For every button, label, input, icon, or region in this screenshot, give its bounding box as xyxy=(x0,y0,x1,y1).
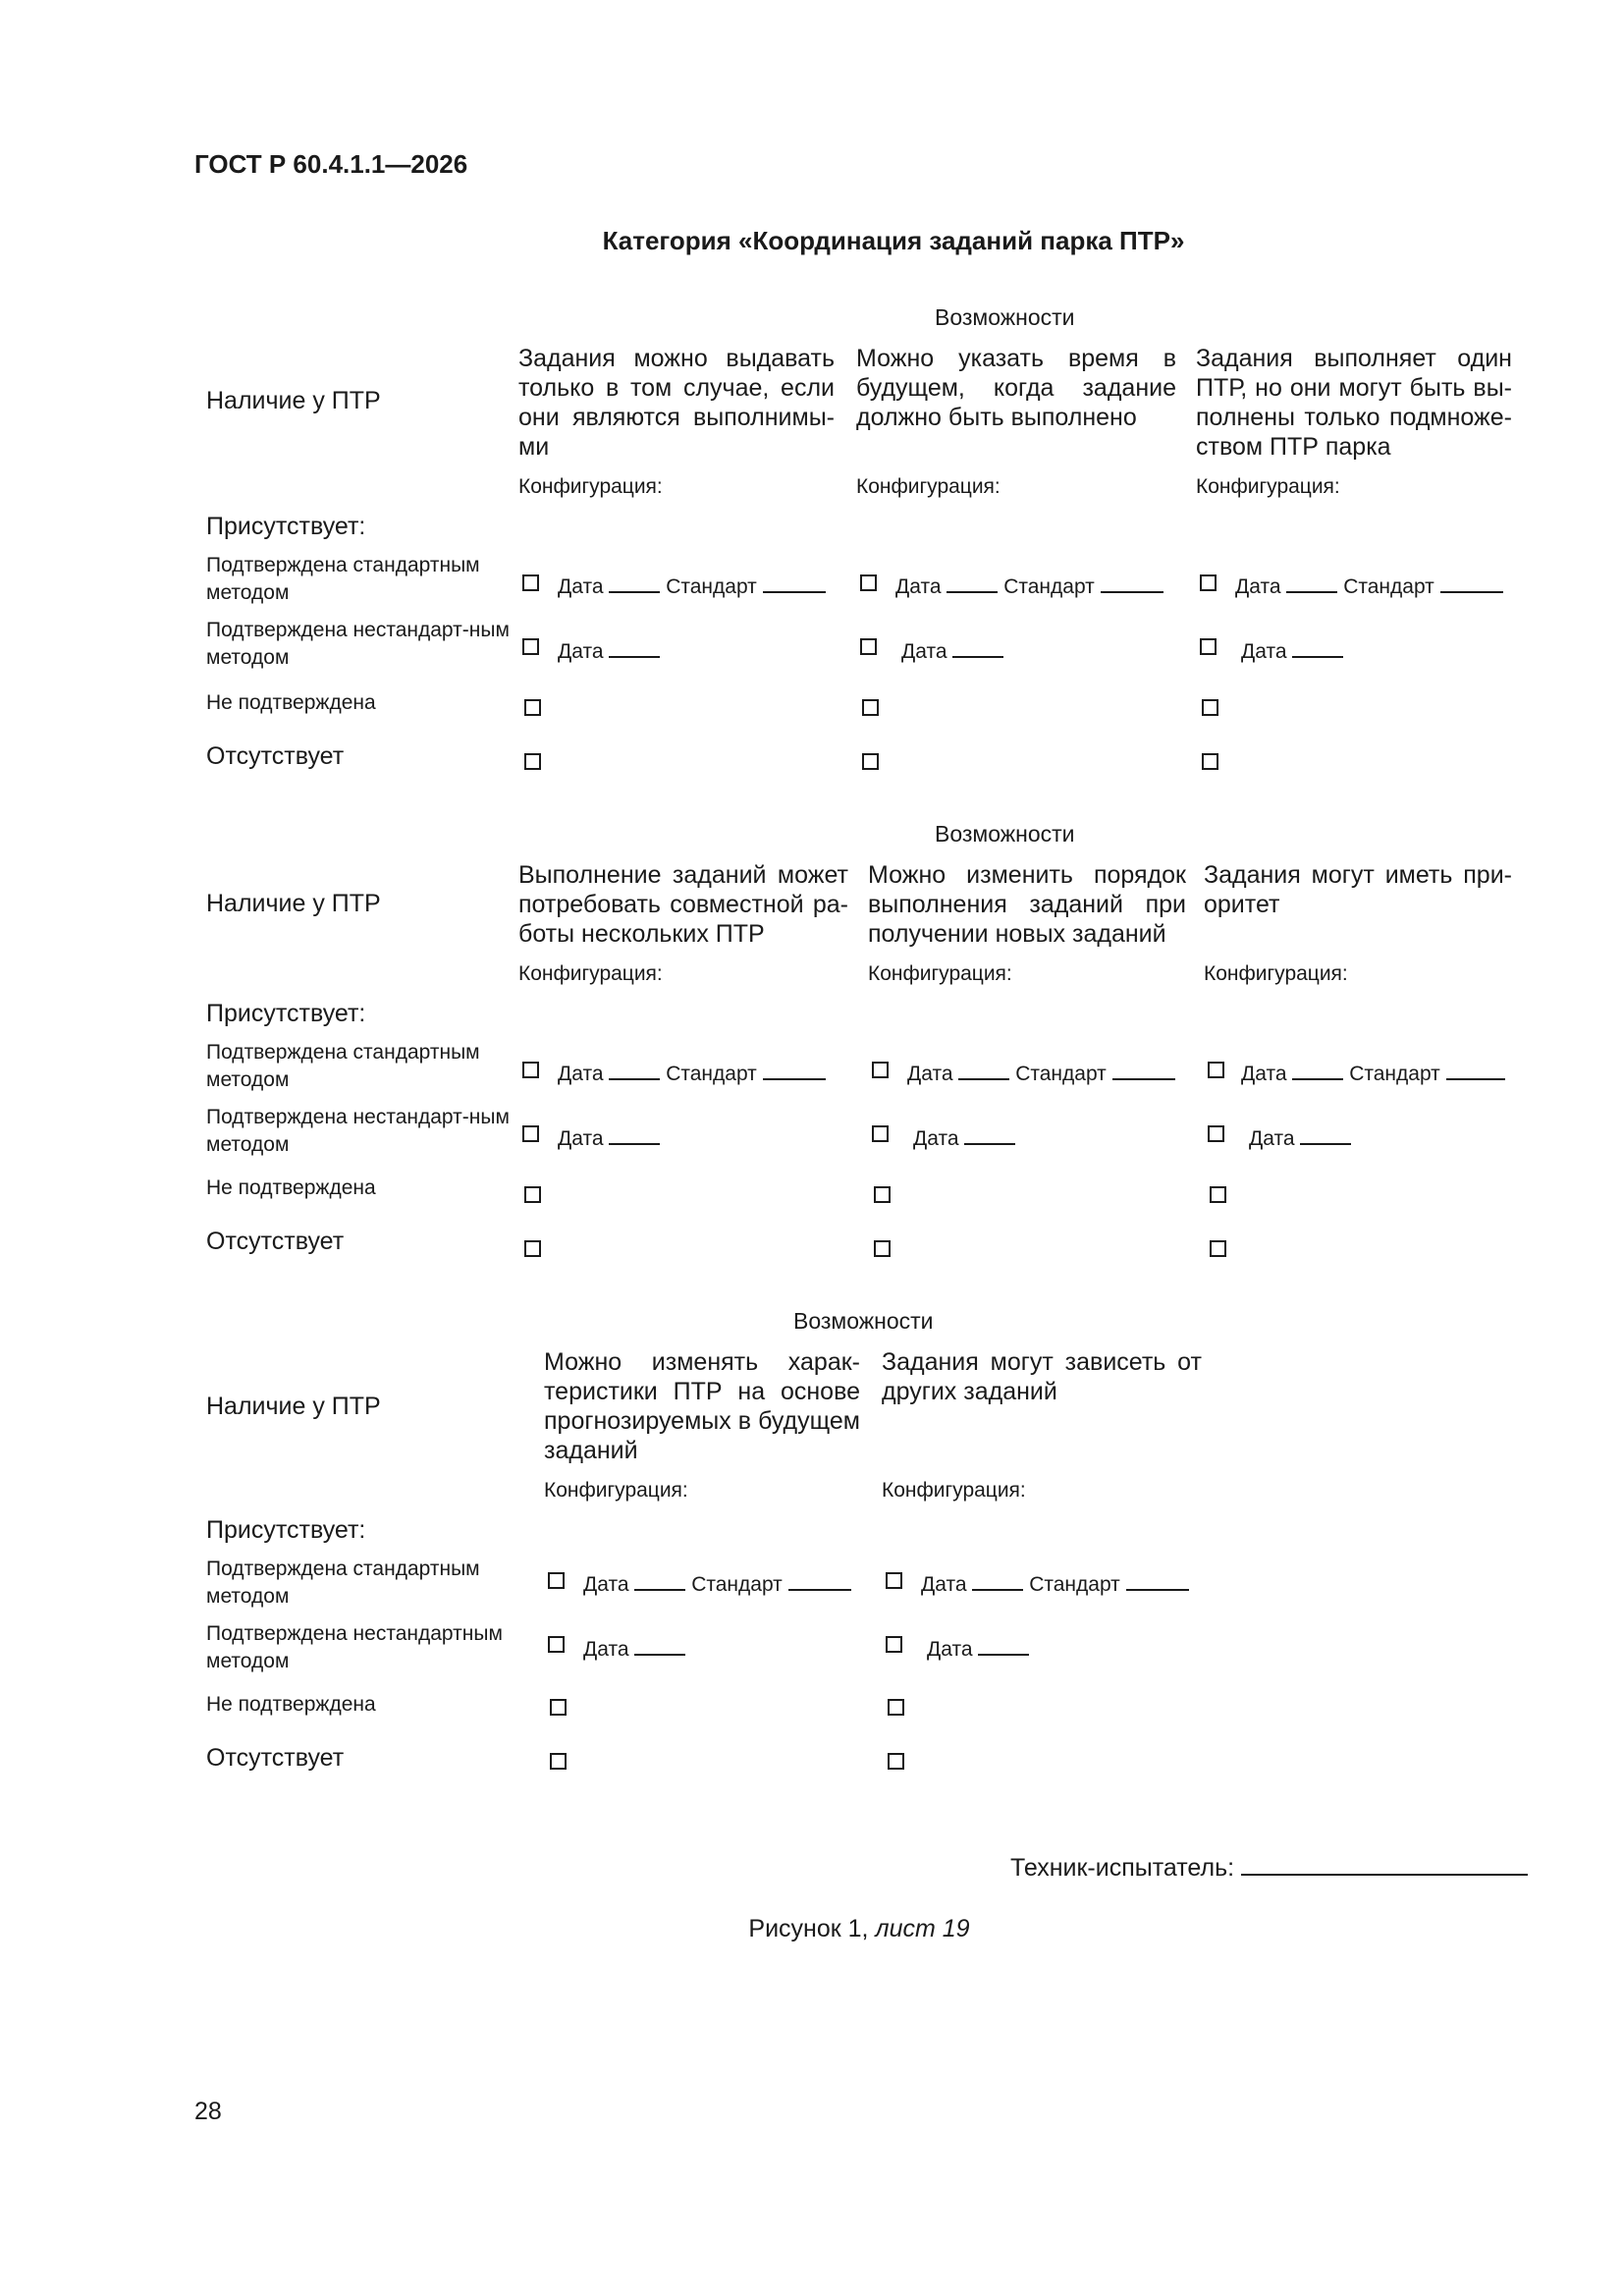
standard-checkbox[interactable] xyxy=(1200,574,1217,591)
standard-label: Стандарт xyxy=(1015,1063,1107,1085)
standard-checkbox[interactable] xyxy=(548,1572,565,1589)
column-caption: Можно изменить порядок выполнения заданий при получении новых заданий xyxy=(868,861,1186,948)
standard-label: Стандарт xyxy=(691,1573,783,1596)
date-line[interactable] xyxy=(947,574,998,593)
absent-checkbox[interactable] xyxy=(524,753,541,770)
configuration-label: Конфигурация: xyxy=(1196,475,1340,498)
date-label: Дата xyxy=(583,1573,629,1596)
not-confirmed-label: Не подтверждена xyxy=(206,691,376,714)
date-line[interactable] xyxy=(958,1061,1009,1080)
date-line[interactable] xyxy=(609,1061,660,1080)
column-caption: Можно указать время в будущем, когда задание должно быть выполнено xyxy=(856,345,1176,431)
standard-line[interactable] xyxy=(763,574,826,593)
standard-checkbox[interactable] xyxy=(522,1062,539,1078)
standard-line[interactable] xyxy=(1126,1571,1189,1591)
configuration-label: Конфигурация: xyxy=(1204,962,1348,985)
standard-checkbox[interactable] xyxy=(860,574,877,591)
signature-line[interactable] xyxy=(1241,1854,1528,1876)
date-field xyxy=(913,1125,1015,1151)
standard-checkbox[interactable] xyxy=(872,1062,889,1078)
date-label: Дата xyxy=(1241,640,1287,663)
availability-label: Наличие у ПТР xyxy=(206,387,381,414)
date-standard-field xyxy=(1235,574,1503,599)
present-label: Присутствует: xyxy=(206,1516,366,1544)
date-line[interactable] xyxy=(964,1125,1015,1145)
date-standard-field xyxy=(1241,1061,1505,1086)
date-line[interactable] xyxy=(609,574,660,593)
column-caption: Задания можно выдавать только в том случае, если они являются выполнимы-ми xyxy=(518,345,835,461)
absent-checkbox[interactable] xyxy=(874,1240,891,1257)
date-label: Дата xyxy=(558,575,604,598)
figure-caption-main: Рисунок 1, xyxy=(748,1915,869,1942)
possibilities-heading: Возможности xyxy=(935,304,1075,330)
date-standard-field xyxy=(583,1571,851,1597)
date-field xyxy=(558,1125,660,1151)
date-line[interactable] xyxy=(978,1636,1029,1656)
standard-code: ГОСТ Р 60.4.1.1—2026 xyxy=(194,149,468,179)
absent-label: Отсутствует xyxy=(206,1744,345,1772)
availability-label: Наличие у ПТР xyxy=(206,1393,381,1420)
absent-checkbox[interactable] xyxy=(1210,1240,1226,1257)
figure-caption xyxy=(0,1915,1623,1943)
nonstandard-checkbox[interactable] xyxy=(522,1125,539,1142)
date-line[interactable] xyxy=(634,1571,685,1591)
date-field xyxy=(901,638,1003,664)
date-field xyxy=(558,638,660,664)
date-label: Дата xyxy=(558,1063,604,1085)
absent-checkbox[interactable] xyxy=(888,1753,904,1770)
date-standard-field xyxy=(558,1061,826,1086)
date-label: Дата xyxy=(558,1127,604,1150)
standard-line[interactable] xyxy=(763,1061,826,1080)
standard-label: Стандарт xyxy=(1029,1573,1120,1596)
nonstandard-checkbox[interactable] xyxy=(522,638,539,655)
not-confirmed-checkbox[interactable] xyxy=(862,699,879,716)
date-line[interactable] xyxy=(1286,574,1337,593)
possibilities-heading: Возможности xyxy=(793,1308,934,1334)
availability-label: Наличие у ПТР xyxy=(206,890,381,917)
not-confirmed-checkbox[interactable] xyxy=(1202,699,1218,716)
not-confirmed-checkbox[interactable] xyxy=(524,699,541,716)
not-confirmed-checkbox[interactable] xyxy=(1210,1186,1226,1203)
date-label: Дата xyxy=(583,1638,629,1661)
date-label: Дата xyxy=(927,1638,973,1661)
date-standard-field xyxy=(558,574,826,599)
date-line[interactable] xyxy=(634,1636,685,1656)
not-confirmed-label: Не подтверждена xyxy=(206,1693,376,1716)
present-label: Присутствует: xyxy=(206,1000,366,1027)
date-label: Дата xyxy=(1235,575,1281,598)
date-line[interactable] xyxy=(1292,1061,1343,1080)
standard-line[interactable] xyxy=(788,1571,851,1591)
not-confirmed-checkbox[interactable] xyxy=(888,1699,904,1716)
absent-label: Отсутствует xyxy=(206,1228,345,1255)
standard-checkbox[interactable] xyxy=(1208,1062,1224,1078)
page-number: 28 xyxy=(194,2098,222,2125)
category-title: Категория «Координация заданий парка ПТР» xyxy=(602,226,1185,255)
nonstandard-checkbox[interactable] xyxy=(548,1636,565,1653)
date-field xyxy=(583,1636,685,1662)
date-line[interactable] xyxy=(1292,638,1343,658)
possibilities-heading: Возможности xyxy=(935,821,1075,847)
standard-line[interactable] xyxy=(1440,574,1503,593)
date-line[interactable] xyxy=(609,638,660,658)
nonstandard-checkbox[interactable] xyxy=(872,1125,889,1142)
date-line[interactable] xyxy=(1300,1125,1351,1145)
figure-caption-sheet: лист 19 xyxy=(875,1915,970,1942)
standard-label: Стандарт xyxy=(1343,575,1434,598)
standard-label: Стандарт xyxy=(666,1063,757,1085)
confirmed-standard-label: Подтверждена стандартным методом xyxy=(206,554,480,604)
configuration-label: Конфигурация: xyxy=(868,962,1012,985)
standard-checkbox[interactable] xyxy=(886,1572,902,1589)
date-label: Дата xyxy=(558,640,604,663)
date-label: Дата xyxy=(907,1063,953,1085)
standard-checkbox[interactable] xyxy=(522,574,539,591)
column-caption: Задания могут иметь при-оритет xyxy=(1204,861,1512,918)
date-field xyxy=(1249,1125,1351,1151)
nonstandard-checkbox[interactable] xyxy=(1208,1125,1224,1142)
nonstandard-checkbox[interactable] xyxy=(886,1636,902,1653)
standard-label: Стандарт xyxy=(1003,575,1095,598)
standard-line[interactable] xyxy=(1446,1061,1505,1080)
column-caption: Задания могут зависеть от других заданий xyxy=(882,1348,1202,1405)
date-line[interactable] xyxy=(972,1571,1023,1591)
date-field xyxy=(1241,638,1343,664)
confirmed-standard-label: Подтверждена стандартным методом xyxy=(206,1558,480,1608)
date-label: Дата xyxy=(913,1127,959,1150)
absent-checkbox[interactable] xyxy=(1202,753,1218,770)
date-label: Дата xyxy=(901,640,947,663)
configuration-label: Конфигурация: xyxy=(544,1479,688,1502)
standard-line[interactable] xyxy=(1112,1061,1175,1080)
column-caption: Выполнение заданий может потребовать совместной ра-боты нескольких ПТР xyxy=(518,861,848,948)
configuration-label: Конфигурация: xyxy=(856,475,1001,498)
not-confirmed-label: Не подтверждена xyxy=(206,1176,376,1199)
confirmed-nonstandard-label: Подтверждена нестандартным методом xyxy=(206,1622,503,1672)
nonstandard-checkbox[interactable] xyxy=(860,638,877,655)
date-label: Дата xyxy=(895,575,942,598)
standard-label: Стандарт xyxy=(666,575,757,598)
date-field xyxy=(927,1636,1029,1662)
signature-label: Техник-испытатель: xyxy=(1009,1854,1235,1882)
not-confirmed-checkbox[interactable] xyxy=(524,1186,541,1203)
not-confirmed-checkbox[interactable] xyxy=(550,1699,567,1716)
not-confirmed-checkbox[interactable] xyxy=(874,1186,891,1203)
date-label: Дата xyxy=(1241,1063,1287,1085)
absent-checkbox[interactable] xyxy=(524,1240,541,1257)
date-standard-field xyxy=(921,1571,1189,1597)
absent-checkbox[interactable] xyxy=(862,753,879,770)
configuration-label: Конфигурация: xyxy=(518,475,663,498)
standard-label: Стандарт xyxy=(1349,1063,1440,1085)
confirmed-nonstandard-label: Подтверждена нестандарт-ным методом xyxy=(206,1106,510,1156)
column-caption: Задания выполняет один ПТР, но они могут быть вы-полнены только подмноже-ством ПТР парка xyxy=(1196,345,1512,461)
date-label: Дата xyxy=(1249,1127,1295,1150)
date-line[interactable] xyxy=(609,1125,660,1145)
confirmed-nonstandard-label: Подтверждена нестандарт-ным методом xyxy=(206,619,510,669)
date-line[interactable] xyxy=(952,638,1003,658)
date-label: Дата xyxy=(921,1573,967,1596)
column-caption: Можно изменять харак-теристики ПТР на основе прогнозируемых в будущем заданий xyxy=(544,1348,860,1464)
present-label: Присутствует: xyxy=(206,513,366,540)
configuration-label: Конфигурация: xyxy=(518,962,663,985)
absent-label: Отсутствует xyxy=(206,742,345,770)
date-standard-field xyxy=(895,574,1163,599)
standard-line[interactable] xyxy=(1101,574,1163,593)
signature-field xyxy=(1010,1854,1528,1883)
nonstandard-checkbox[interactable] xyxy=(1200,638,1217,655)
configuration-label: Конфигурация: xyxy=(882,1479,1026,1502)
confirmed-standard-label: Подтверждена стандартным методом xyxy=(206,1041,480,1091)
absent-checkbox[interactable] xyxy=(550,1753,567,1770)
date-standard-field xyxy=(907,1061,1175,1086)
